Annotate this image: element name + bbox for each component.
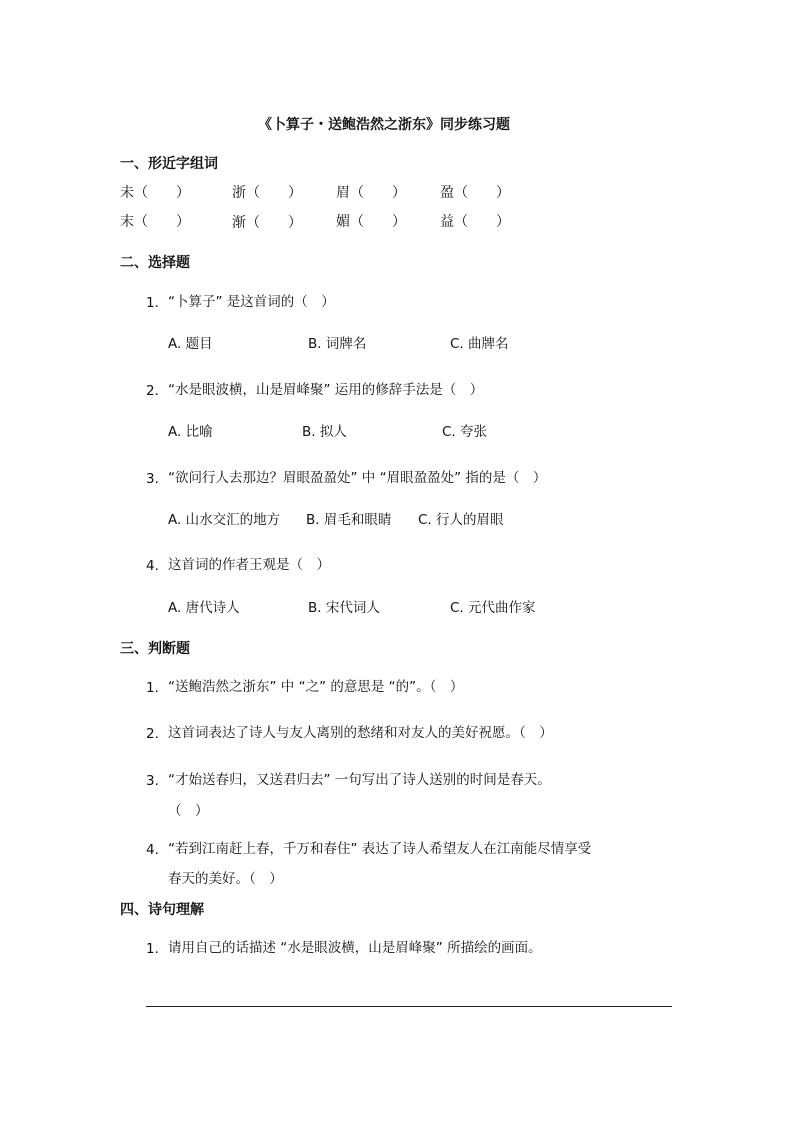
item-text: “送鲍浩然之浙东” 中 “之” 的意思是 “的”。（ ）: [168, 679, 464, 695]
option-c: C. 夸张: [442, 424, 488, 440]
option-b: B. 宋代词人: [308, 600, 380, 616]
word-item: 益（ ）: [440, 214, 510, 230]
option-a: A. 山水交汇的地方: [168, 512, 281, 528]
question-number: 2.: [146, 383, 159, 399]
word-item: 媚（ ）: [336, 214, 406, 230]
option-a: A. 比喻: [168, 424, 213, 440]
item-text: 这首词表达了诗人与友人离别的愁绪和对友人的美好祝愿。（ ）: [168, 725, 553, 741]
word-item: 盈（ ）: [440, 185, 510, 201]
question-number: 3.: [146, 471, 159, 487]
section-heading-word-formation: 一、形近字组词: [120, 156, 218, 172]
word-item: 末（ ）: [120, 214, 190, 230]
option-b: B. 拟人: [302, 424, 347, 440]
question-text: “卜算子” 是这首词的（ ）: [168, 294, 335, 310]
question-number: 4.: [146, 558, 159, 574]
item-text-continued: 春天的美好。（ ）: [168, 871, 283, 887]
answer-line[interactable]: [146, 1006, 672, 1007]
item-text: “才始送春归，又送君归去” 一句写出了诗人送别的时间是春天。: [168, 772, 551, 788]
item-text: “若到江南赶上春，千万和春住” 表达了诗人希望友人在江南能尽情享受: [168, 841, 592, 857]
option-a: A. 唐代诗人: [168, 600, 240, 616]
option-c: C. 元代曲作家: [450, 600, 536, 616]
option-c: C. 曲牌名: [450, 336, 509, 352]
page-title: 《卜算子・送鲍浩然之浙东》同步练习题: [258, 117, 510, 133]
item-text-continued: （ ）: [168, 803, 209, 819]
section-heading-poem-understanding: 四、诗句理解: [120, 902, 204, 918]
item-number: 3.: [146, 773, 159, 789]
item-text: 请用自己的话描述 “水是眼波横，山是眉峰聚” 所描绘的画面。: [168, 940, 542, 956]
option-a: A. 题目: [168, 336, 213, 352]
option-b: B. 词牌名: [308, 336, 367, 352]
word-item: 眉（ ）: [336, 185, 406, 201]
section-heading-true-false: 三、判断题: [120, 641, 190, 657]
item-number: 1.: [146, 941, 159, 957]
option-b: B. 眉毛和眼睛: [306, 512, 392, 528]
question-text: “水是眼波横，山是眉峰聚” 运用的修辞手法是（ ）: [168, 382, 484, 398]
word-item: 渐（ ）: [232, 215, 302, 231]
question-text: “欲问行人去那边？眉眼盈盈处” 中 “眉眼盈盈处” 指的是（ ）: [168, 470, 547, 486]
item-number: 4.: [146, 842, 159, 858]
question-number: 1.: [146, 295, 159, 311]
word-item: 浙（ ）: [232, 185, 302, 201]
word-item: 未（ ）: [120, 185, 190, 201]
question-text: 这首词的作者王观是（ ）: [168, 557, 330, 573]
item-number: 1.: [146, 680, 159, 696]
section-heading-multiple-choice: 二、选择题: [120, 255, 190, 271]
item-number: 2.: [146, 726, 159, 742]
option-c: C. 行人的眉眼: [418, 512, 504, 528]
